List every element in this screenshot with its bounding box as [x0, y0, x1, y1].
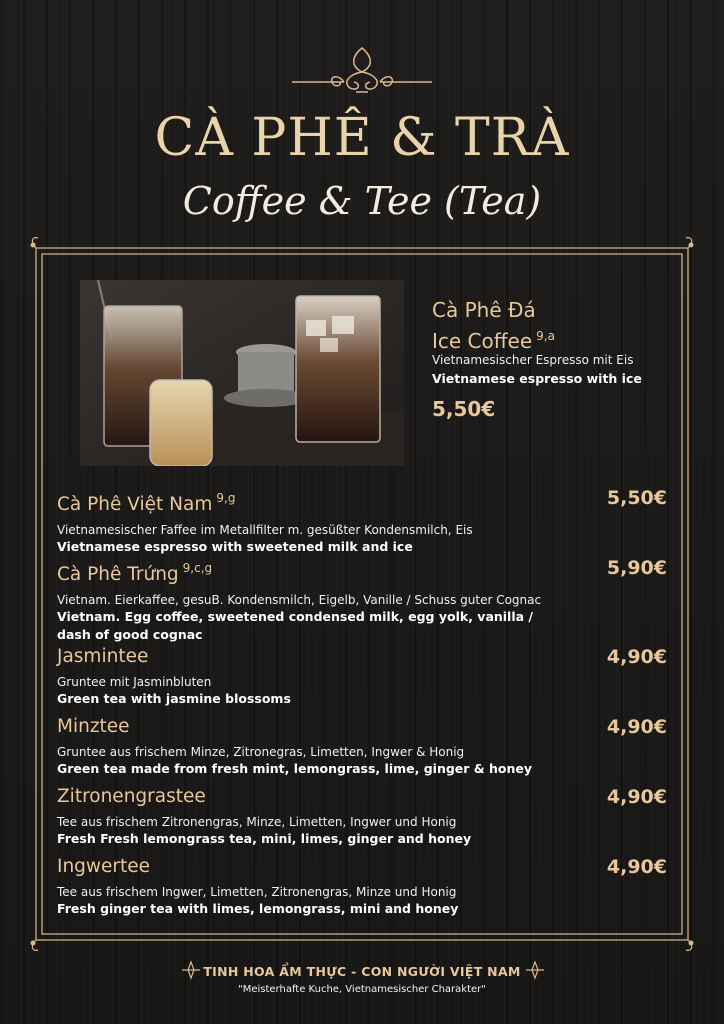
item-desc-en-cont: dash of good cognac — [57, 627, 203, 642]
item-name: Cà Phê Việt Nam — [57, 494, 213, 515]
item-desc-en: Vietnamese espresso with sweetened milk and ice — [57, 539, 413, 554]
footer-tagline: TINH HOA ẨM THỰC - CON NGƯỜI VIỆT NAM — [203, 964, 521, 979]
item-title — [57, 486, 667, 517]
item-title — [57, 556, 667, 587]
item-name: Jasmintee — [57, 646, 149, 667]
item-price: 4,90€ — [606, 856, 667, 878]
item-title — [57, 715, 667, 739]
frame-corner-icon — [689, 941, 694, 946]
item-desc-de: Tee aus frischem Ingwer, Limetten, Zitronengras, Minze und Honig — [57, 885, 457, 899]
item-desc-de: Tee aus frischem Zitronengras, Minze, Limetten, Ingwer und Honig — [57, 815, 457, 829]
allergen-codes: 9,g — [216, 491, 236, 505]
menu-item — [57, 715, 667, 778]
item-price: 5,90€ — [606, 557, 667, 579]
frame-corner-icon — [31, 243, 36, 248]
item-price: 4,90€ — [606, 646, 667, 668]
item-name: Ingwertee — [57, 856, 151, 877]
item-title — [57, 855, 667, 879]
item-desc-de: Gruntee mit Jasminbluten — [57, 675, 212, 689]
footer-quote: "Meisterhafte Kuche, Vietnamesischer Charakter" — [238, 984, 486, 995]
item-price: 5,50€ — [606, 487, 667, 509]
item-name: Zitronengrastee — [57, 786, 206, 807]
frame-corner-icon — [689, 243, 694, 248]
item-price: 4,90€ — [606, 786, 667, 808]
item-title — [57, 645, 667, 669]
featured-desc-en: Vietnamese espresso with ice — [432, 371, 642, 386]
page-title: CÀ PHÊ & TRÀ — [154, 108, 570, 168]
menu-item — [57, 645, 667, 708]
menu-item — [57, 486, 667, 556]
item-title — [57, 785, 667, 809]
item-name: Cà Phê Trứng — [57, 564, 179, 585]
item-price: 4,90€ — [606, 716, 667, 738]
item-desc-de: Gruntee aus frischem Minze, Zitronegras, Limetten, Ingwer & Honig — [57, 745, 465, 759]
menu-item — [57, 785, 667, 848]
item-desc-en: Fresh ginger tea with limes, lemongrass, mini and honey — [57, 901, 459, 916]
featured-price: 5,50€ — [432, 397, 496, 421]
allergen-codes: 9,a — [536, 329, 555, 343]
item-name: Minztee — [57, 716, 130, 737]
frame-corner-icon — [31, 941, 36, 946]
menu-item — [57, 556, 667, 644]
item-desc-en: Fresh Fresh lemongrass tea, mini, limes, ginger and honey — [57, 831, 472, 846]
item-desc-de: Vietnamesischer Faffee im Metallfilter m. gesüßter Kondensmilch, Eis — [57, 523, 473, 537]
featured-title-en-text: Ice Coffee — [432, 329, 533, 353]
item-desc-en: Vietnam. Egg coffee, sweetened condensed milk, egg yolk, vanilla / — [57, 609, 533, 624]
allergen-codes: 9,c,g — [182, 561, 213, 575]
item-desc-en: Green tea made from fresh mint, lemongrass, lime, ginger & honey — [57, 761, 533, 776]
item-desc-de: Vietnam. Eierkaffee, gesuB. Kondensmilch, Eigelb, Vanille / Schuss guter Cognac — [57, 593, 542, 607]
featured-photo — [80, 280, 404, 466]
featured-desc-de: Vietnamesischer Espresso mit Eis — [432, 353, 634, 367]
featured-title-en — [432, 323, 555, 354]
menu-item — [57, 855, 667, 918]
item-desc-en: Green tea with jasmine blossoms — [57, 691, 291, 706]
page-subtitle: Coffee & Tee (Tea) — [182, 179, 542, 223]
featured-title-vi: Cà Phê Đá — [432, 298, 536, 322]
